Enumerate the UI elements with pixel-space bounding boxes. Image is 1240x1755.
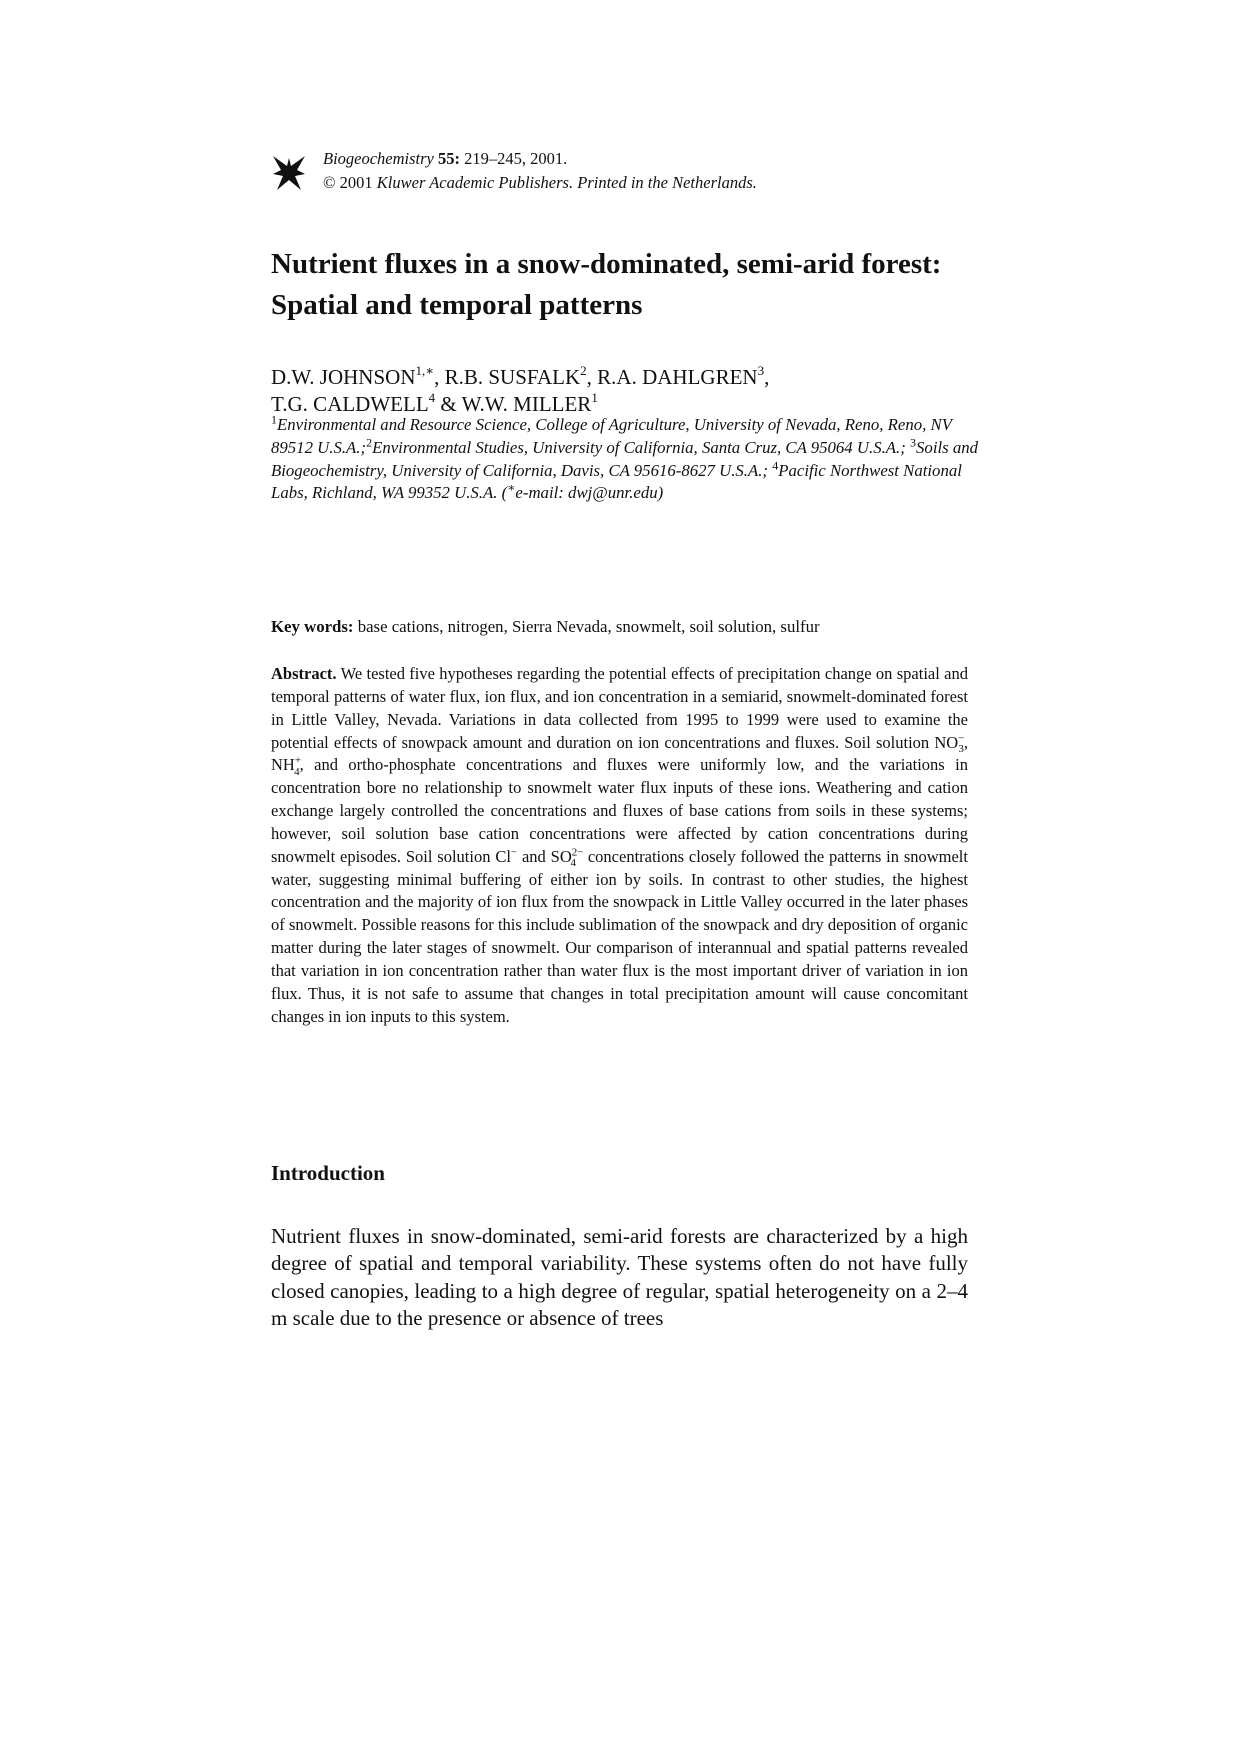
kluwer-logo-icon xyxy=(271,152,307,192)
author-line-1: D.W. $JOHNSON^{1,∗}$, R.B. SUSFALK$^2$, R.A. DAHLGREN$^3$, xyxy=(271,363,770,389)
publisher-name: Kluwer Academic Publishers. xyxy=(376,173,574,192)
abstract-part-2: , NH xyxy=(271,732,968,775)
nh4-charge: + xyxy=(294,754,302,767)
affil-1-marker: 1 xyxy=(271,412,277,427)
author-line-2: T.G. CALDWELL$^4$ & W.W. MILLER$^1$ xyxy=(271,390,598,416)
affil-2-text: Environmental Studies, University of California, Santa Cruz, CA 95064 U.S.A.; xyxy=(372,437,906,457)
copyright-prefix: © 2001 xyxy=(323,173,373,192)
author-dahlgren: R.A. DAHLGREN xyxy=(597,365,758,389)
citation-line xyxy=(323,147,757,171)
title-line-1: Nutrient fluxes in a snow-dominated, semi-arid forest: xyxy=(271,248,942,280)
affil-1-text: Environmental and Resource Science, College of Agriculture, University of Nevada, Reno, Reno, NV 89512 U.S.A.; xyxy=(271,415,952,457)
author-susfalk: R.B. SUSFALK xyxy=(444,365,581,389)
keywords-text: base cations, nitrogen, Sierra Nevada, snowmelt, soil solution, sulfur xyxy=(357,617,820,636)
author-list xyxy=(271,364,769,418)
abstract-part-4: and SO xyxy=(517,846,572,866)
author-johnson: D.W. JOHNSON xyxy=(271,365,416,389)
nh4-subscript: 4 xyxy=(294,765,300,778)
affil-4-marker: 4 xyxy=(772,458,779,472)
so4-charge: 2− xyxy=(571,846,584,859)
introduction-paragraph: Nutrient fluxes in snow-dominated, semi-arid forests are characterized by a high degree of spatial and temporal variability. These systems often do not have fully closed canopies, leading to a high degree of regular, spatial heterogeneity on a 2–4 m scale due to the presence or absence of trees xyxy=(271,1224,968,1330)
author-miller-affil: 1 xyxy=(591,390,598,405)
abstract-part-1: We tested five hypotheses regarding the potential effects of precipitation change on spatial and temporal patterns of water flux, ion flux, and ion concentration in a semiarid, snowmelt-dominated forest in Little Valley, Nevada. Variations in data collected from 1995 to 1999 were used to examine the potential effects of snowpack amount and duration on ion concentrations and fluxes. Soil solution NO xyxy=(271,664,968,752)
keywords xyxy=(271,616,820,638)
affil-3-marker: 3 xyxy=(910,435,917,450)
abstract-label: Abstract. xyxy=(271,664,337,683)
affil-3-text: Soils and Biogeochemistry, University of California, Davis, CA 95616-8627 U.S.A.; xyxy=(271,437,979,480)
keywords-label: Key words: xyxy=(271,617,354,636)
journal-pages-year: 219–245, 2001. xyxy=(464,149,568,168)
author-caldwell-affil: 4 xyxy=(428,390,436,405)
journal-name: Biogeochemistry xyxy=(323,149,434,168)
copyright-line xyxy=(323,171,757,195)
author-susfalk-affil: 2 xyxy=(580,363,587,378)
cl-charge: − xyxy=(510,846,518,859)
journal-volume: 55: xyxy=(438,149,461,168)
paper-title xyxy=(271,244,1031,326)
affil-4-text: Pacific Northwest National Labs, Richland, WA 99352 U.S.A. ( xyxy=(271,460,962,503)
affil-2-marker: 2 xyxy=(366,435,373,450)
abstract-part-5: concentrations closely followed the patterns in snowmelt water, suggesting minimal buffering of either ion by soils. In contrast to other studies, the highest concentration and the majority of ion flux from the snowpack in Little Valley occurred in the later phases of snowmelt. Possible reasons for this include sublimation of the snowpack and dry deposition of organic matter during the later stages of snowmelt. Our comparison of interannual and spatial patterns revealed that variation in ion concentration rather than water flux is the most important driver of variation in ion flux. Thus, it is not safe to assume that changes in total precipitation amount will cause concomitant changes in ion inputs to this system. xyxy=(271,846,968,1026)
email-marker: ∗ xyxy=(507,480,516,495)
journal-header xyxy=(323,147,757,195)
author-miller: W.W. MILLER xyxy=(461,392,592,416)
introduction-heading: Introduction xyxy=(271,1161,385,1185)
affiliations xyxy=(271,414,991,505)
author-dahlgren-affil: 3 xyxy=(757,363,765,378)
email-text: e-mail: dwj@unr.edu) xyxy=(515,483,664,503)
author-caldwell: T.G. CALDWELL xyxy=(271,392,429,416)
no3-subscript: 3 xyxy=(958,742,964,755)
abstract xyxy=(271,663,968,1029)
printed-note: Printed in the Netherlands. xyxy=(577,173,757,192)
so4-subscript: 4 xyxy=(570,857,576,870)
author-johnson-affil: 1,∗ xyxy=(415,363,435,378)
no3-charge: − xyxy=(958,732,965,745)
title-line-2: Spatial and temporal patterns xyxy=(271,289,643,321)
abstract-part-3: , and ortho-phosphate concentrations and fluxes were uniformly low, and the variations in concentration bore no relationship to snowmelt water flux inputs of these ions. Weathering and cation exchange largely controlled the concentrations and fluxes of base cations from soils in these systems; however, soil solution base cation concentrations were affected by cation concentrations during snowmelt episodes. Soil solution Cl xyxy=(271,755,968,866)
